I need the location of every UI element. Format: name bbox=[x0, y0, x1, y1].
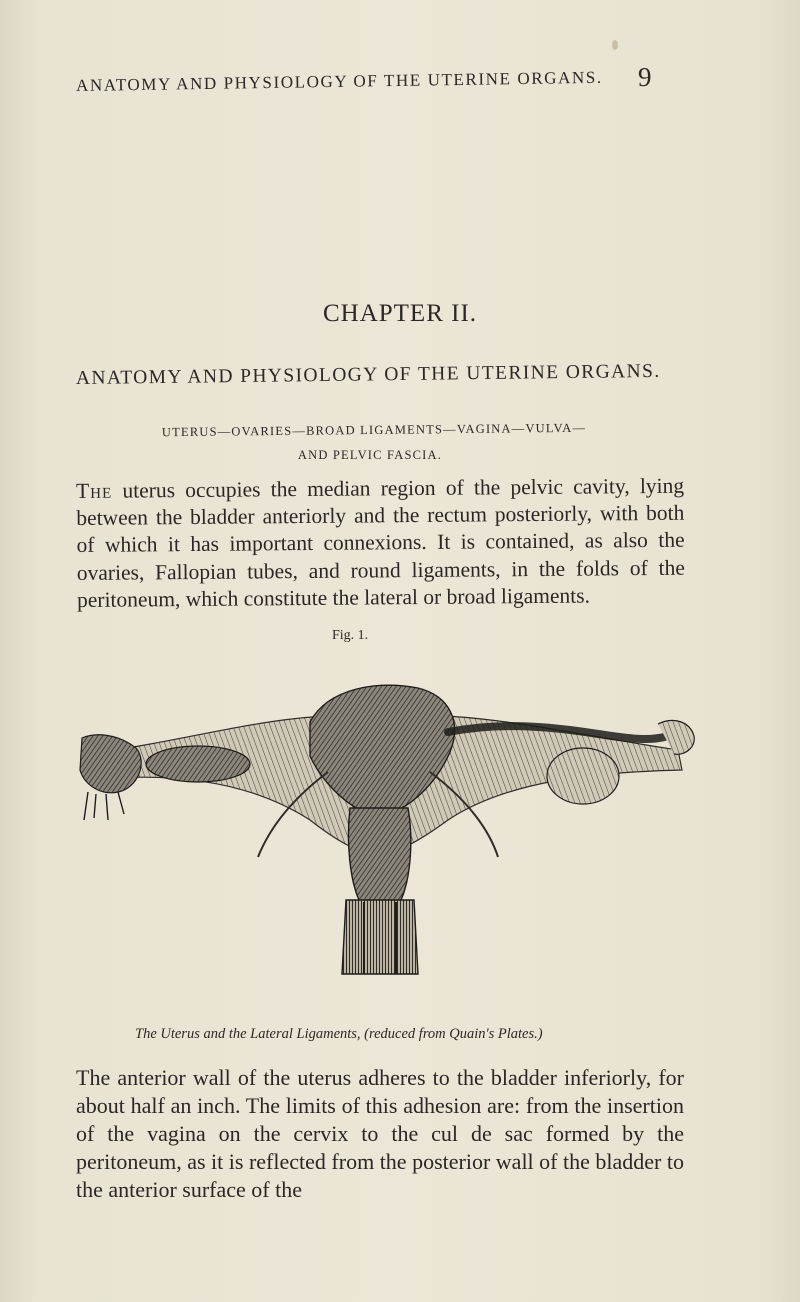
left-ovary-shape bbox=[146, 746, 250, 782]
uterus-illustration bbox=[78, 652, 698, 977]
page-number: 9 bbox=[638, 62, 652, 92]
paper-blemish bbox=[612, 40, 618, 50]
vagina-shape bbox=[342, 900, 418, 974]
cervix-shape bbox=[348, 808, 410, 902]
paragraph-2: The anterior wall of the uterus adheres to the bladder inferiorly, for about half an inch. The limits of this adhesion are: from the insertion of the vagina on the cervix to the cul de sac formed by the peritoneum, as it is reflected from the posterior wall of the bladder to the anterior surface of the bbox=[76, 1065, 684, 1202]
paragraph-1-text: uterus occupies the median region of the pelvic cavity, lying between the bladder anteriorly and the rectum posteriorly, with both of which it has important connexions. It is contained, as also the ovaries, Fallopian tubes, and round ligaments, in the folds of the peritoneum, which constitute the lateral or broad ligaments. bbox=[76, 473, 685, 612]
left-fimbria-fringe bbox=[84, 792, 124, 820]
running-head: ANATOMY AND PHYSIOLOGY OF THE UTERINE ORGANS. bbox=[75, 67, 603, 95]
figure-caption: The Uterus and the Lateral Ligaments, (reduced from Quain's Plates.) bbox=[135, 1026, 543, 1042]
chapter-title: ANATOMY AND PHYSIOLOGY OF THE UTERINE ORGANS. bbox=[75, 360, 661, 389]
left-fimbria-shape bbox=[80, 735, 141, 793]
chapter-heading: CHAPTER II. bbox=[322, 300, 478, 327]
chapter-contents-line-2: AND PELVIC FASCIA. bbox=[297, 448, 443, 462]
figure-label: Fig. 1. bbox=[332, 628, 369, 643]
paragraph-1 bbox=[76, 473, 685, 614]
right-ovary-shape bbox=[547, 748, 619, 804]
uterus-engraving bbox=[78, 652, 698, 977]
chapter-contents-line-1: UTERUS—OVARIES—BROAD LIGAMENTS—VAGINA—VULVA— bbox=[161, 420, 587, 440]
paragraph-1-lead-word: The bbox=[76, 478, 113, 503]
